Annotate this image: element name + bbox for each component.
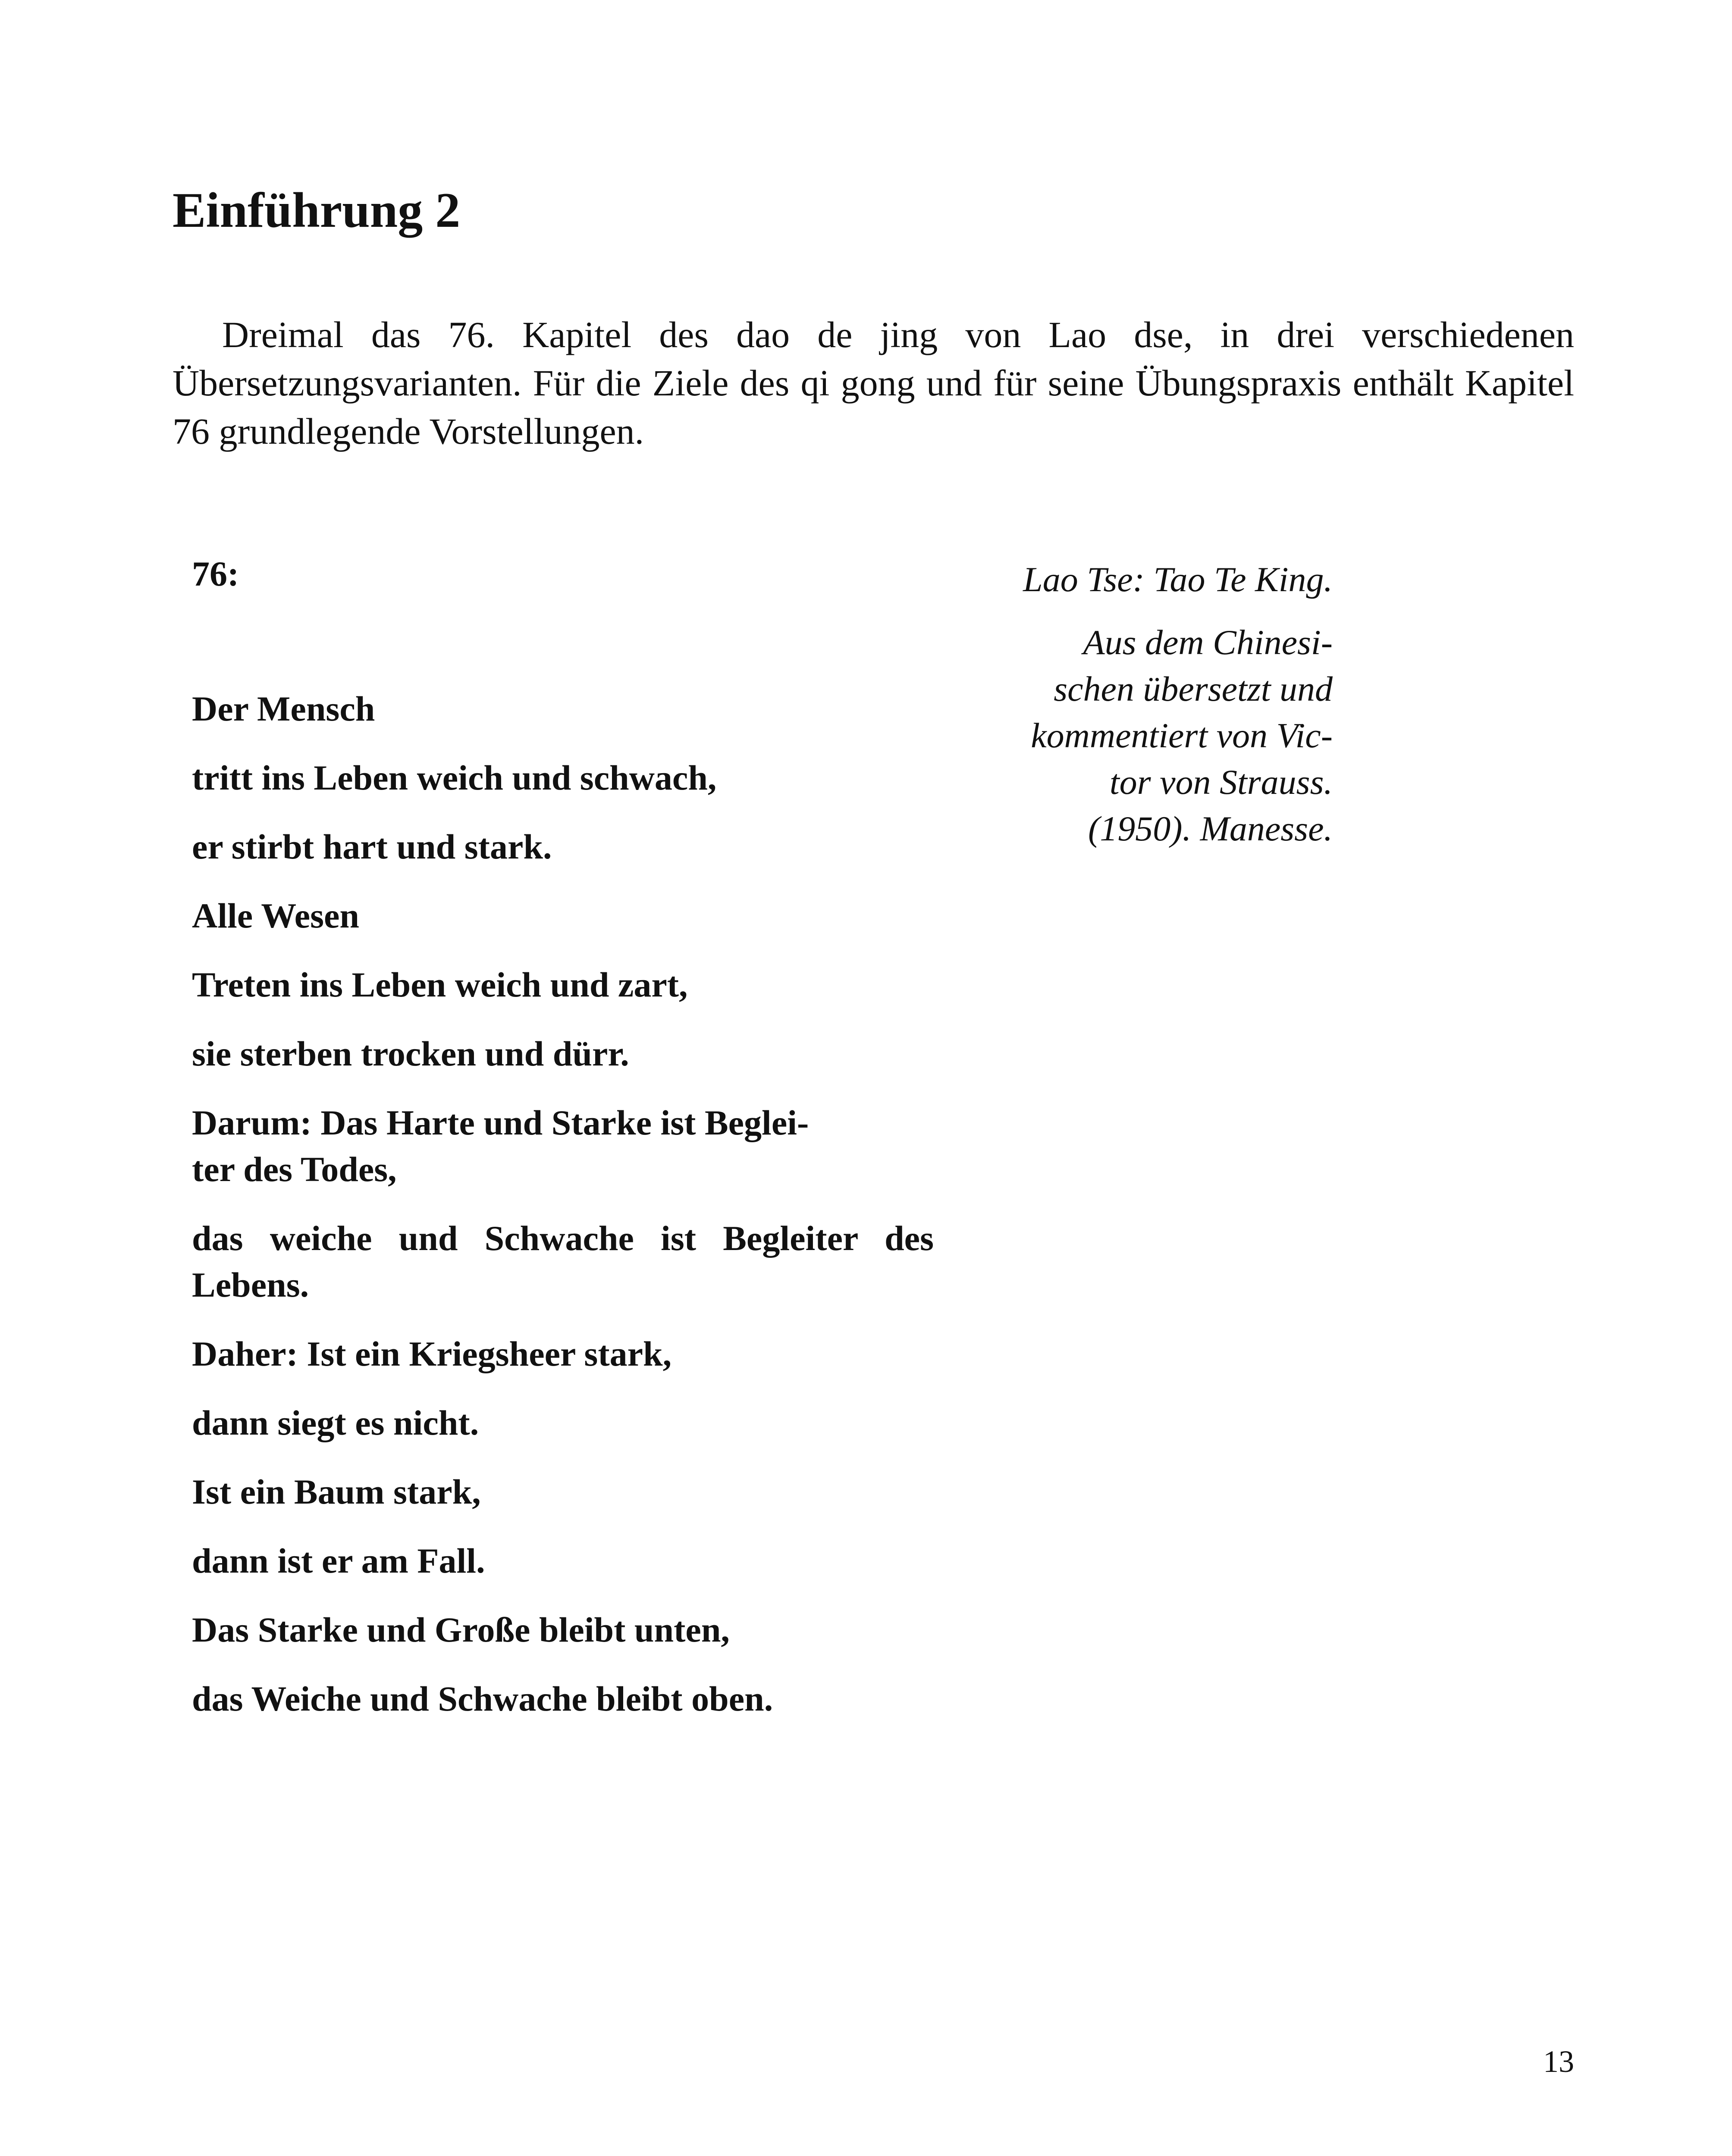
poem-line: Treten ins Leben weich und zart,: [192, 965, 688, 1004]
source-line: schen übersetzt und: [1054, 669, 1333, 708]
poem-line: Alle Wesen: [192, 896, 359, 935]
poem-line: er stirbt hart und stark.: [192, 827, 552, 866]
poem-line: sie sterben trocken und dürr.: [192, 1034, 629, 1073]
intro-paragraph: Dreimal das 76. Kapitel des dao de jing von Lao dse, in drei verschiedenen Übersetzungsvarianten. Für die Ziele des qi gong und für seine Übungspraxis enthält Kapitel 76 grundlegende Vorstellungen.: [173, 314, 1574, 452]
poem-line: dann siegt es nicht.: [192, 1403, 479, 1442]
source-details: [923, 619, 1333, 852]
poem-line: das weiche und Schwache ist Begleiter des Lebens.: [192, 1219, 934, 1304]
chapter-label: 76:: [192, 554, 239, 593]
source-line: kommentiert von Vic-: [1031, 716, 1333, 755]
poem-line: Das Starke und Große bleibt unten,: [192, 1610, 730, 1649]
source-line: (1950). Manesse.: [1088, 809, 1333, 848]
source-line: tor von Strauss.: [1109, 762, 1333, 802]
poem-text: [192, 686, 934, 1745]
poem-line: das Weiche und Schwache bleibt oben.: [192, 1679, 773, 1718]
poem-line: Ist ein Baum stark,: [192, 1472, 481, 1511]
source-title: Lao Tse: Tao Te King.: [1023, 560, 1333, 599]
poem-line: Daher: Ist ein Kriegsheer stark,: [192, 1334, 672, 1373]
source-citation: [923, 556, 1333, 852]
source-line: Aus dem Chinesi-: [1083, 623, 1333, 662]
poem-line: dann ist er am Fall.: [192, 1541, 485, 1580]
poem-line: Darum: Das Harte und Starke ist Beglei- ter des Todes,: [192, 1103, 809, 1189]
poem-line: Der Mensch: [192, 689, 375, 728]
page-title: Einführung 2: [173, 183, 461, 238]
page-number: 13: [1543, 2044, 1574, 2079]
poem-line: tritt ins Leben weich und schwach,: [192, 758, 717, 797]
